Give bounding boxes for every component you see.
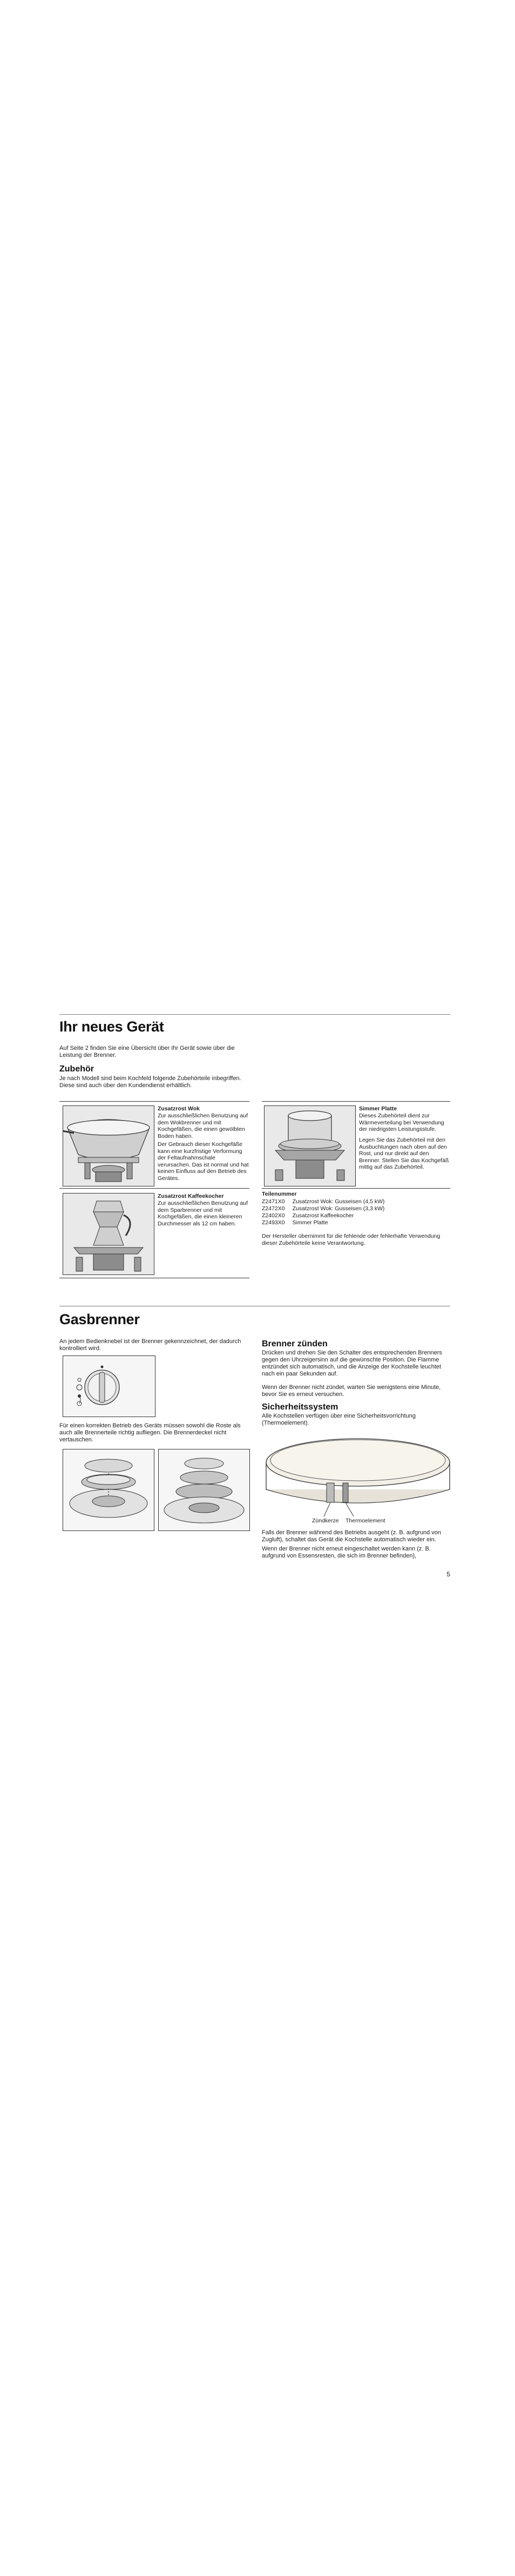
control-knob-illustration: [63, 1356, 155, 1417]
table-row: [262, 1198, 392, 1205]
simmer-text2: Legen Sie das Zubehörteil mit den Ausbuchtungen nach oben auf den Rost, und nur direkt auf den Brenner. Stellen Sie das Kochgefäß mittig auf das Zubehörteil.: [359, 1137, 449, 1171]
part-number: Z2402X0: [262, 1212, 285, 1219]
part-description: Zusatzrost Wok: Gusseisen (4,5 kW): [292, 1198, 385, 1205]
simmer-title: Simmer Platte: [359, 1105, 397, 1112]
moka-illustration: [63, 1193, 154, 1274]
burner-parts-figure-2: [158, 1449, 250, 1531]
thermoelement-figure: [262, 1430, 451, 1522]
sicherheitssystem-text2: Falls der Brenner während des Betriebs ausgeht (z. B. aufgrund von Zugluft), schaltet das Gerät die Kochstelle automatisch wieder ein.: [262, 1529, 442, 1543]
label-thermoelement: Thermoelement: [345, 1518, 385, 1524]
intro-text: Auf Seite 2 finden Sie eine Übersicht über Ihr Gerät sowie über die Leistung der Brenner.: [59, 1045, 235, 1058]
teilenummer-heading: Teilenummer: [262, 1191, 297, 1197]
kaffee-title: Zusatzrost Kaffeekocher: [158, 1193, 224, 1199]
wok-title: Zusatzrost Wok: [158, 1105, 200, 1112]
simmer-figure: [264, 1105, 356, 1186]
wok-text1: Zur ausschließlichen Benutzung auf dem Wokbrenner und mit Kochgefäßen, die einen gewölbten Boden haben.: [158, 1112, 248, 1139]
divider: [59, 1188, 249, 1189]
brenner-zuenden-text1: Drücken und drehen Sie den Schalter des entsprechenden Brenners gegen den Uhrzeigersinn auf die gewünschte Position. Die Flamme entzündet sich automatisch, und die Anzeige der Kochstelle leuchtet nach ein paar Sekunden auf.: [262, 1350, 442, 1377]
kaffee-figure: [63, 1193, 154, 1275]
sicherheitssystem-heading: Sicherheitssystem: [262, 1402, 338, 1412]
divider: [262, 1188, 450, 1189]
part-number: Z2472X0: [262, 1205, 285, 1212]
wok-illustration: [63, 1106, 154, 1186]
part-number: Z2471X0: [262, 1198, 285, 1205]
kaffee-text: Zur ausschließlichen Benutzung auf dem Sparbrenner und mit Kochgefäßen, die einen kleineren Durchmesser als 12 cm haben.: [158, 1200, 248, 1227]
part-number: Z2493X0: [262, 1219, 285, 1226]
part-description: Zusatzrost Kaffeekocher: [292, 1212, 354, 1219]
burner-parts-illustration: [159, 1449, 249, 1530]
sicherheitssystem-text3: Wenn der Brenner nicht erneut eingeschaltet werden kann (z. B. aufgrund von Essensresten, die sich im Brenner befinden),: [262, 1546, 431, 1559]
teilenummer-table: [262, 1198, 392, 1226]
burner-safety-illustration: [262, 1430, 451, 1522]
section-title-gasbrenner: Gasbrenner: [59, 1311, 140, 1327]
zubehoer-text: Je nach Modell sind beim Kochfeld folgende Zubehörteile inbegriffen. Diese sind auch über den Kundendienst erhältlich.: [59, 1075, 241, 1089]
table-row: [262, 1212, 392, 1219]
brenner-zuenden-text2: Wenn der Brenner nicht zündet, warten Sie wenigstens eine Minute, bevor Sie es erneut versuchen.: [262, 1384, 441, 1398]
brenner-zuenden-heading: Brenner zünden: [262, 1339, 328, 1348]
correct-use-text: Für einen korrekten Betrieb des Geräts müssen sowohl die Roste als auch alle Brennerteile richtig aufliegen. Die Brennerdeckel nicht vertauschen.: [59, 1422, 241, 1443]
simmer-text1: Dieses Zubehörteil dient zur Wärmeverteilung bei Verwendung der niedrigsten Leistungsstufe.: [359, 1112, 444, 1133]
table-row: [262, 1205, 392, 1212]
gasbrenner-intro: An jedem Bedienknebel ist der Brenner gekennzeichnet, der dadurch kontrolliert wird.: [59, 1338, 241, 1352]
simmer-illustration: [265, 1106, 355, 1186]
teilenummer-note: Der Hersteller übernimmt für die fehlende oder fehlerhafte Verwendung dieser Zubehörteile keine Verantwortung.: [262, 1233, 441, 1246]
burner-parts-figure-1: [63, 1449, 154, 1531]
label-zuendkerze: Zündkerze: [312, 1518, 339, 1524]
part-description: Zusatzrost Wok: Gusseisen (3,3 kW): [292, 1205, 385, 1212]
zubehoer-heading: Zubehör: [59, 1064, 94, 1074]
part-description: Simmer Platte: [292, 1219, 328, 1226]
divider: [59, 1101, 249, 1102]
section-title-ihr-neues-geraet: Ihr neues Gerät: [59, 1019, 164, 1035]
wok-figure: [63, 1105, 154, 1186]
section-rule-top: [59, 1014, 450, 1015]
knob-figure: [63, 1356, 155, 1417]
table-row: [262, 1219, 392, 1226]
divider: [262, 1101, 450, 1102]
sicherheitssystem-text1: Alle Kochstellen verfügen über eine Sicherheitsvorrichtung (Thermoelement).: [262, 1413, 416, 1426]
burner-parts-illustration: [63, 1449, 154, 1530]
page-number: 5: [446, 1570, 450, 1578]
wok-text2: Der Gebrauch dieser Kochgefäße kann eine kurzfristige Verformung der Feltaufnahmschale verursachen. Das ist normal und hat keinen Einfluss auf den Betrieb des Gerätes.: [158, 1141, 249, 1182]
